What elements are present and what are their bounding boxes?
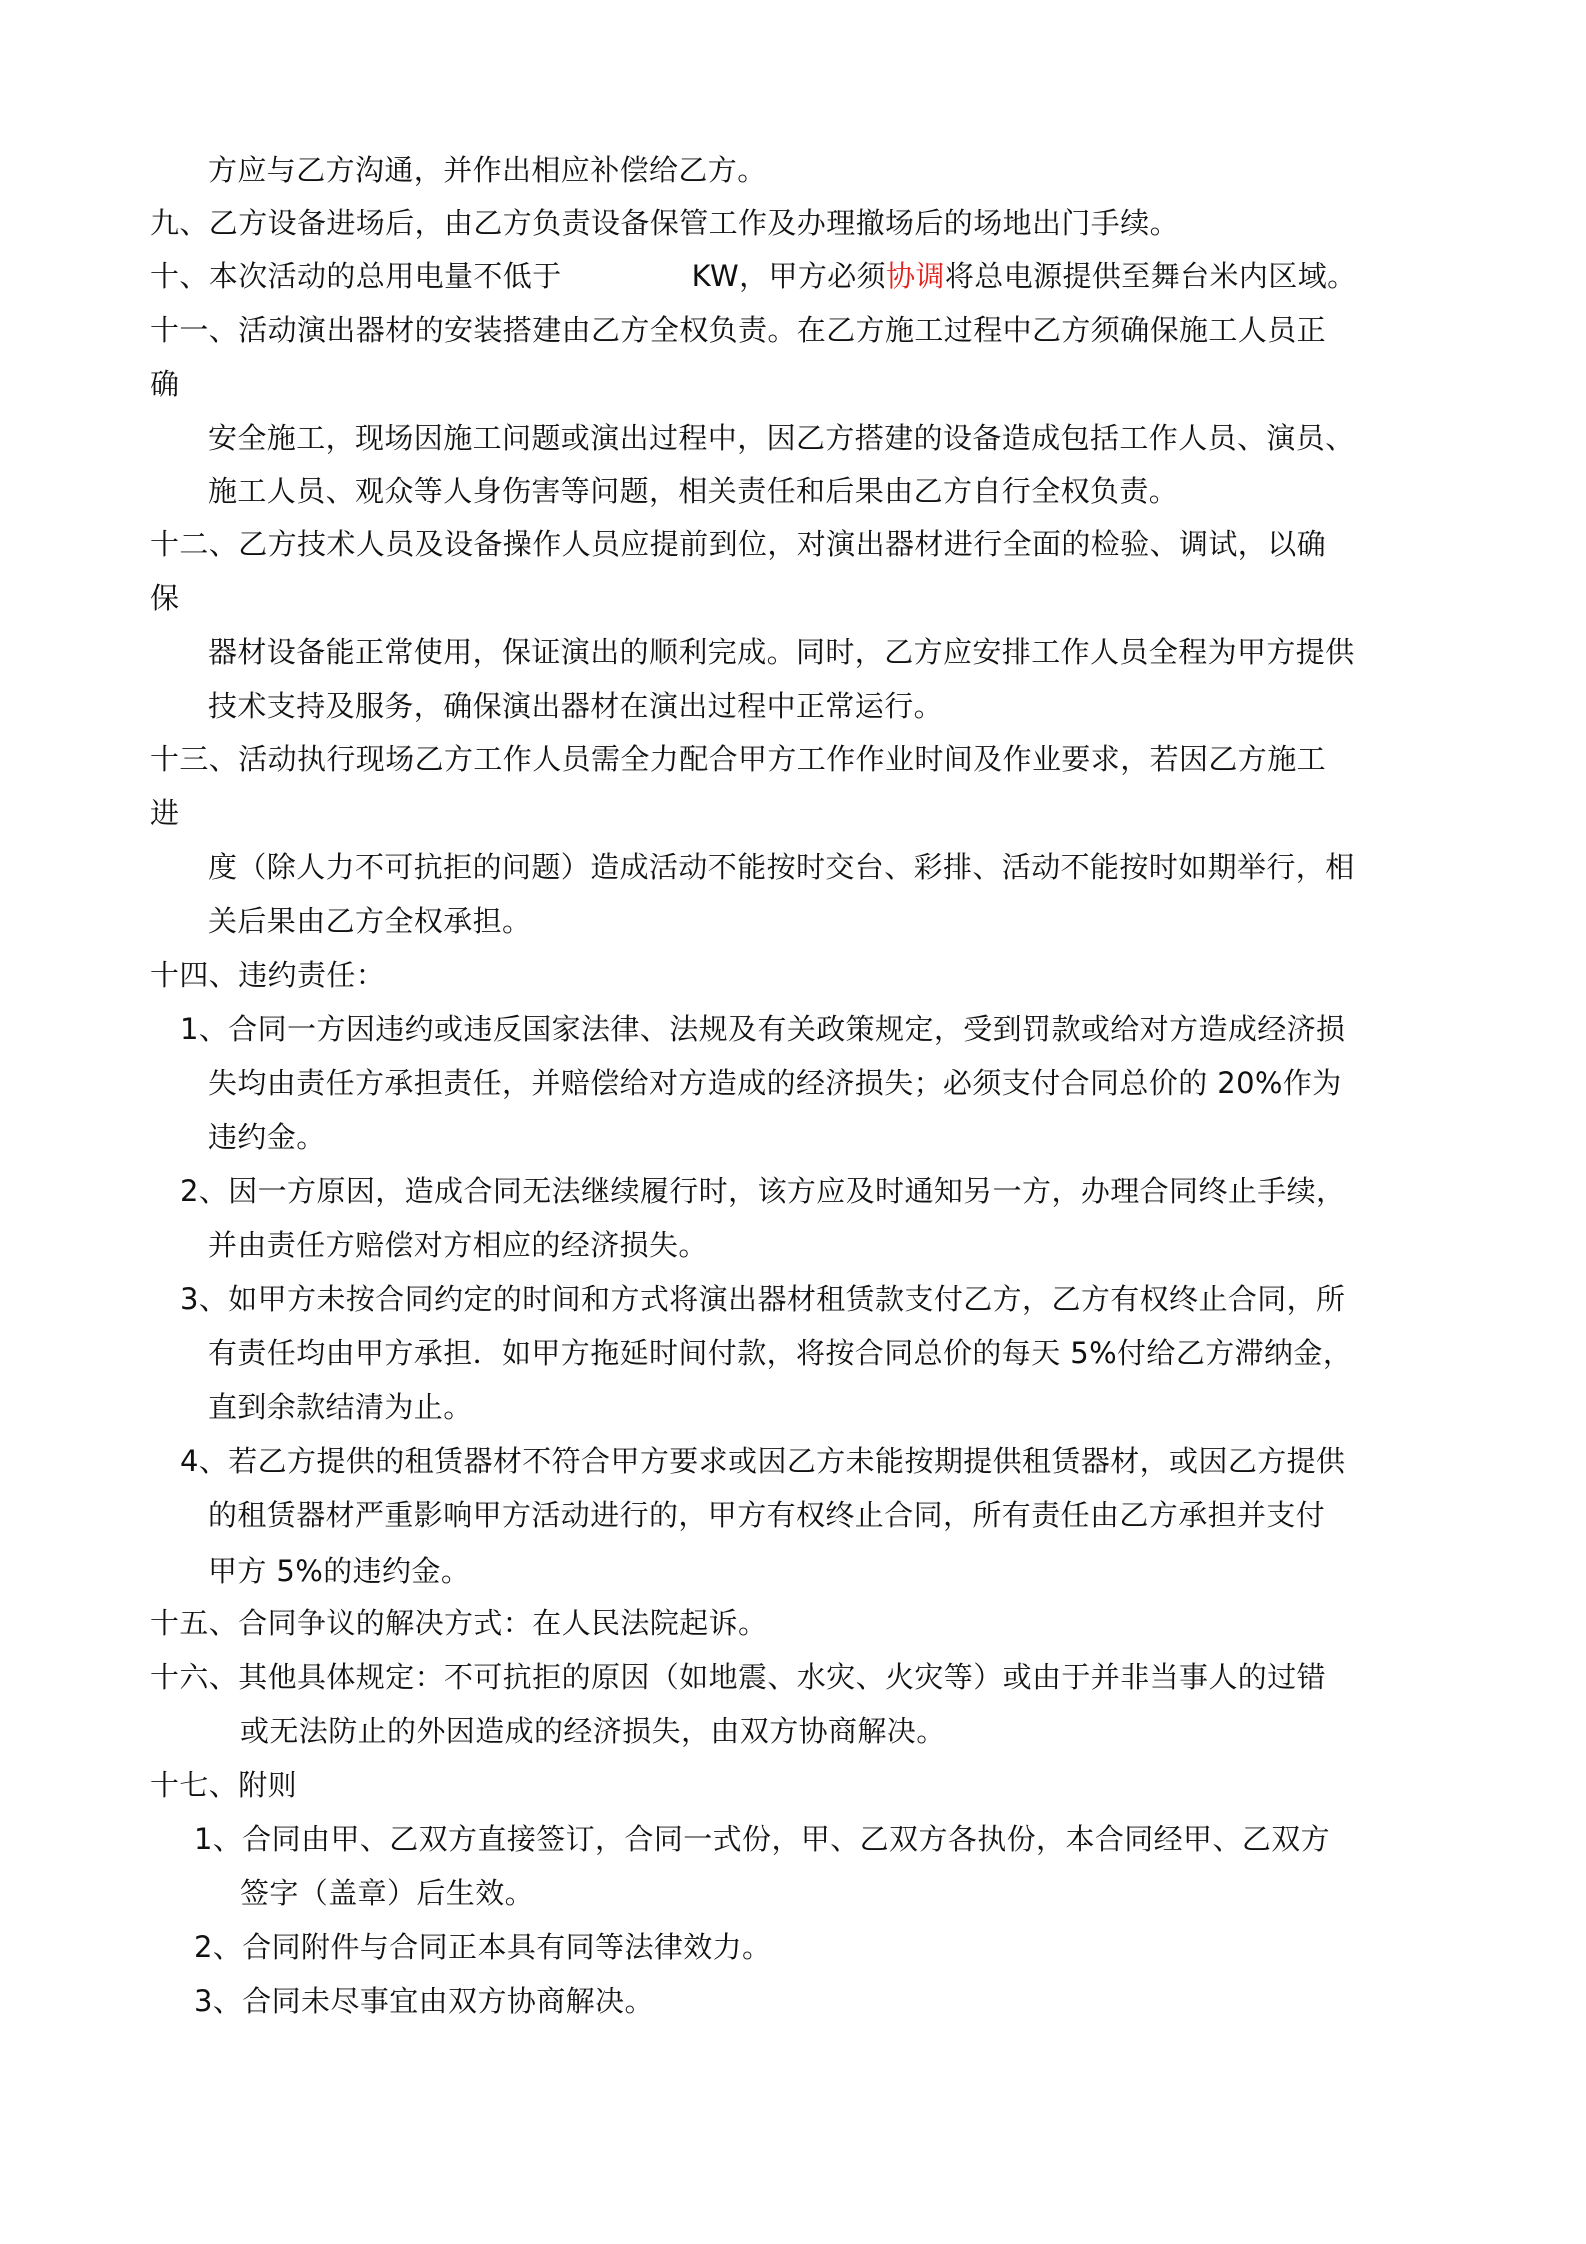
text-line: 进 (150, 796, 180, 830)
text-line: 确 (150, 367, 180, 401)
list-item: 3、合同未尽事宜由双方协商解决。 (194, 1984, 654, 2018)
text-segment: 将总电源提供至舞台米内区域。 (944, 259, 1357, 293)
text-line: 十一、活动演出器材的安装搭建由乙方全权负责。在乙方施工过程中乙方须确保施工人员正 (150, 313, 1327, 347)
text-line: 失均由责任方承担责任，并赔偿给对方造成的经济损失；必须支付合同总价的 20%作为 (208, 1066, 1342, 1100)
text-line: 并由责任方赔偿对方相应的经济损失。 (208, 1228, 708, 1262)
highlighted-text: 协调 (886, 259, 945, 293)
section-heading: 十四、违约责任： (150, 958, 386, 992)
text-segment: 十、本次活动的总用电量不低于 (150, 259, 562, 293)
text-line: 关后果由乙方全权承担。 (208, 904, 532, 938)
text-line: 的租赁器材严重影响甲方活动进行的，甲方有权终止合同，所有责任由乙方承担并支付 (208, 1498, 1326, 1532)
section-heading: 十七、附则 (150, 1768, 298, 1802)
text-line: 器材设备能正常使用，保证演出的顺利完成。同时，乙方应安排工作人员全程为甲方提供 (208, 635, 1355, 669)
text-line: 安全施工，现场因施工问题或演出过程中，因乙方搭建的设备造成包括工作人员、演员、 (208, 421, 1355, 455)
list-item: 3、如甲方未按合同约定的时间和方式将演出器材租赁款支付乙方，乙方有权终止合同，所 (180, 1282, 1346, 1316)
text-line: 违约金。 (208, 1120, 326, 1154)
text-line: 技术支持及服务，确保演出器材在演出过程中正常运行。 (208, 689, 944, 723)
list-item: 2、合同附件与合同正本具有同等法律效力。 (194, 1930, 772, 1964)
text-line: 有责任均由甲方承担．如甲方拖延时间付款，将按合同总价的每天 5%付给乙方滞纳金， (208, 1336, 1353, 1370)
text-line: 十二、乙方技术人员及设备操作人员应提前到位，对演出器材进行全面的检验、调试，以确 (150, 527, 1327, 561)
text-line-with-blank (150, 256, 1357, 296)
text-line: 方应与乙方沟通，并作出相应补偿给乙方。 (208, 153, 767, 187)
text-segment: KW，甲方必须 (691, 259, 887, 293)
list-item: 1、合同一方因违约或违反国家法律、法规及有关政策规定，受到罚款或给对方造成经济损 (180, 1012, 1346, 1046)
text-line: 九、乙方设备进场后，由乙方负责设备保管工作及办理撤场后的场地出门手续。 (150, 206, 1180, 240)
text-line: 施工人员、观众等人身伤害等问题，相关责任和后果由乙方自行全权负责。 (208, 474, 1179, 508)
list-item: 2、因一方原因，造成合同无法继续履行时，该方应及时通知另一方，办理合同终止手续， (180, 1174, 1346, 1208)
list-item: 1、合同由甲、乙双方直接签订，合同一式份，甲、乙双方各执份，本合同经甲、乙双方 (194, 1822, 1331, 1856)
text-line: 保 (150, 581, 180, 615)
list-item: 4、若乙方提供的租赁器材不符合甲方要求或因乙方未能按期提供租赁器材，或因乙方提供 (180, 1444, 1346, 1478)
text-line: 或无法防止的外因造成的经济损失，由双方协商解决。 (240, 1714, 946, 1748)
text-line: 甲方 5%的违约金。 (208, 1554, 471, 1588)
text-line: 度（除人力不可抗拒的问题）造成活动不能按时交台、彩排、活动不能按时如期举行，相 (208, 850, 1355, 884)
text-line: 十三、活动执行现场乙方工作人员需全力配合甲方工作作业时间及作业要求，若因乙方施工 (150, 742, 1327, 776)
text-line: 直到余款结清为止。 (208, 1390, 473, 1424)
section-heading: 十五、合同争议的解决方式：在人民法院起诉。 (150, 1606, 768, 1640)
text-line: 签字（盖章）后生效。 (240, 1876, 535, 1910)
text-line: 十六、其他具体规定：不可抗拒的原因（如地震、水灾、火灾等）或由于并非当事人的过错 (150, 1660, 1327, 1694)
